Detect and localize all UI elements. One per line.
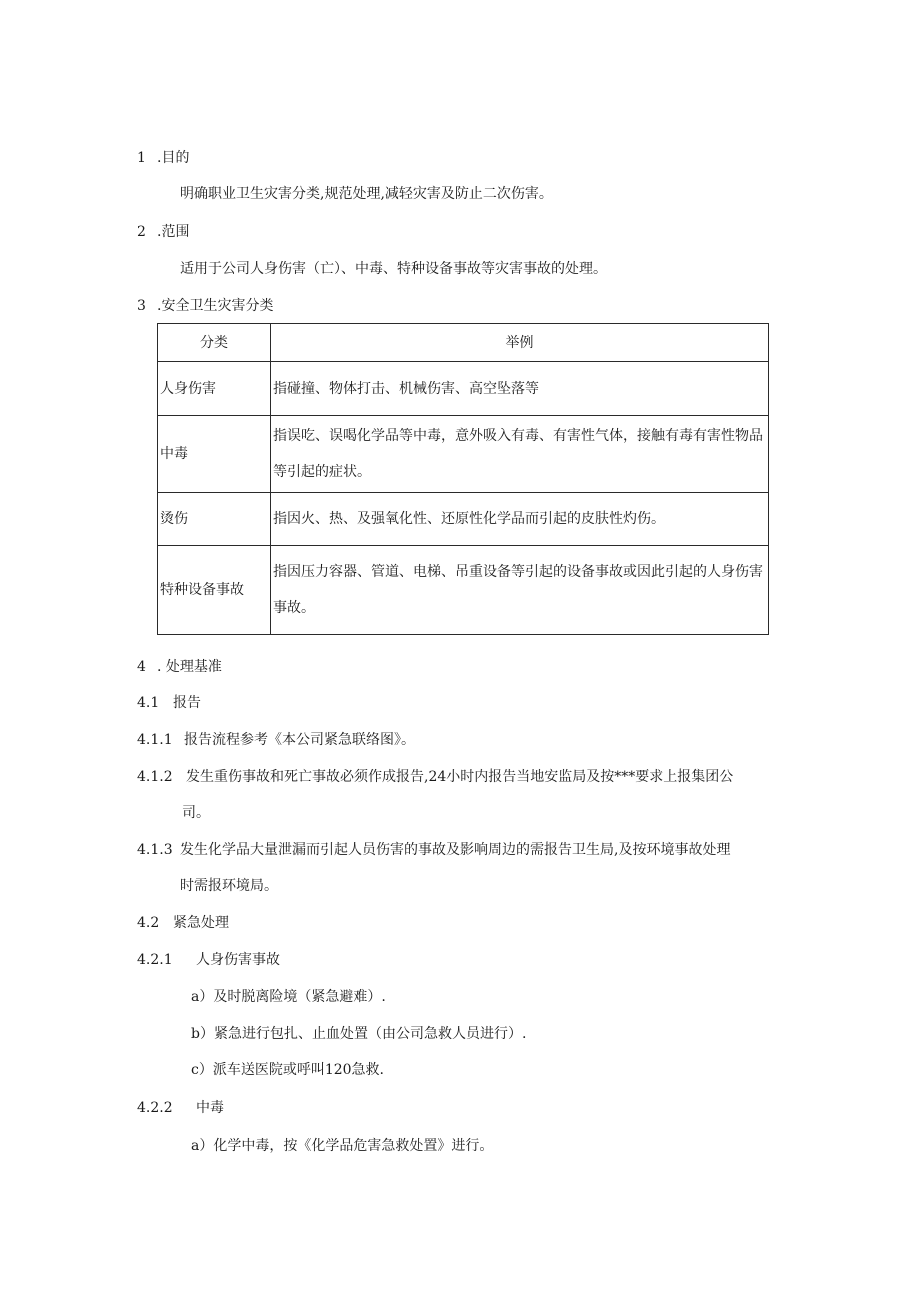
table-header-category: 分类 bbox=[158, 324, 271, 362]
section-4-2-title: 紧急处理 bbox=[173, 915, 229, 931]
table-row bbox=[158, 493, 769, 546]
table-cell-category: 特种设备事故 bbox=[158, 546, 271, 635]
list-item: a）化学中毒，按《化学品危害急救处置》进行。 bbox=[191, 1138, 494, 1154]
table-cell-example: 指误吃、误喝化学品等中毒，意外吸入有毒、有害性气体，接触有毒有害性物品等引起的症状。 bbox=[271, 416, 769, 493]
section-2-title: .范围 bbox=[157, 224, 190, 240]
table-header-row bbox=[158, 324, 769, 362]
table-cell-example: 指因压力容器、管道、电梯、吊重设备等引起的设备事故或因此引起的人身伤害事故。 bbox=[271, 546, 769, 635]
section-4-2-1-number: 4.2.1 bbox=[137, 952, 173, 968]
section-1-title: .目的 bbox=[157, 150, 190, 166]
table-cell-example: 指碰撞、物体打击、机械伤害、高空坠落等 bbox=[271, 362, 769, 416]
section-4-1-number: 4.1 bbox=[137, 695, 160, 711]
table-header-example: 举例 bbox=[271, 324, 769, 362]
section-4-2-2-title: 中毒 bbox=[196, 1100, 224, 1116]
table-cell-example: 指因火、热、及强氧化性、还原性化学品而引起的皮肤性灼伤。 bbox=[271, 493, 769, 546]
section-4-number: 4 bbox=[137, 659, 146, 675]
section-1-body: 明确职业卫生灾害分类,规范处理,减轻灾害及防止二次伤害。 bbox=[180, 186, 553, 202]
section-2-body: 适用于公司人身伤害（亡）、中毒、特种设备事故等灾害事故的处理。 bbox=[180, 261, 607, 277]
section-4-1-title: 报告 bbox=[173, 695, 201, 711]
table-cell-category: 烫伤 bbox=[158, 493, 271, 546]
table-cell-category: 人身伤害 bbox=[158, 362, 271, 416]
table-row bbox=[158, 416, 769, 493]
section-4-1-2-text: 发生重伤事故和死亡事故必须作成报告,24小时内报告当地安监局及按***要求上报集团公 bbox=[186, 769, 734, 785]
section-3-title: .安全卫生灾害分类 bbox=[157, 298, 274, 314]
table-row bbox=[158, 362, 769, 416]
section-4-2-2-number: 4.2.2 bbox=[137, 1100, 173, 1116]
section-4-2-1-title: 人身伤害事故 bbox=[196, 952, 280, 968]
list-item: b）紧急进行包扎、止血处置（由公司急救人员进行）. bbox=[191, 1026, 527, 1042]
hazard-classification-table bbox=[157, 323, 769, 635]
section-4-1-1-text: 报告流程参考《本公司紧急联络图》。 bbox=[184, 732, 415, 748]
section-4-1-1-number: 4.1.1 bbox=[137, 732, 173, 748]
section-4-1-3-text: 发生化学品大量泄漏而引起人员伤害的事故及影响周边的需报告卫生局,及按环境事故处理 bbox=[180, 842, 731, 858]
section-4-1-2-text-cont: 司。 bbox=[182, 805, 210, 821]
table-row bbox=[158, 546, 769, 635]
list-item: c）派车送医院或呼叫120急救. bbox=[191, 1062, 385, 1078]
section-4-2-number: 4.2 bbox=[137, 915, 160, 931]
section-4-1-2-number: 4.1.2 bbox=[137, 769, 173, 785]
section-3-number: 3 bbox=[137, 298, 146, 314]
table-cell-category: 中毒 bbox=[158, 416, 271, 493]
section-1-number: 1 bbox=[137, 150, 146, 166]
section-4-1-3-number: 4.1.3 bbox=[137, 842, 173, 858]
list-item: a）及时脱离险境（紧急避难）. bbox=[191, 989, 386, 1005]
section-2-number: 2 bbox=[137, 224, 146, 240]
section-4-1-3-text-cont: 时需报环境局。 bbox=[180, 878, 278, 894]
section-4-title: . 处理基准 bbox=[157, 659, 222, 675]
